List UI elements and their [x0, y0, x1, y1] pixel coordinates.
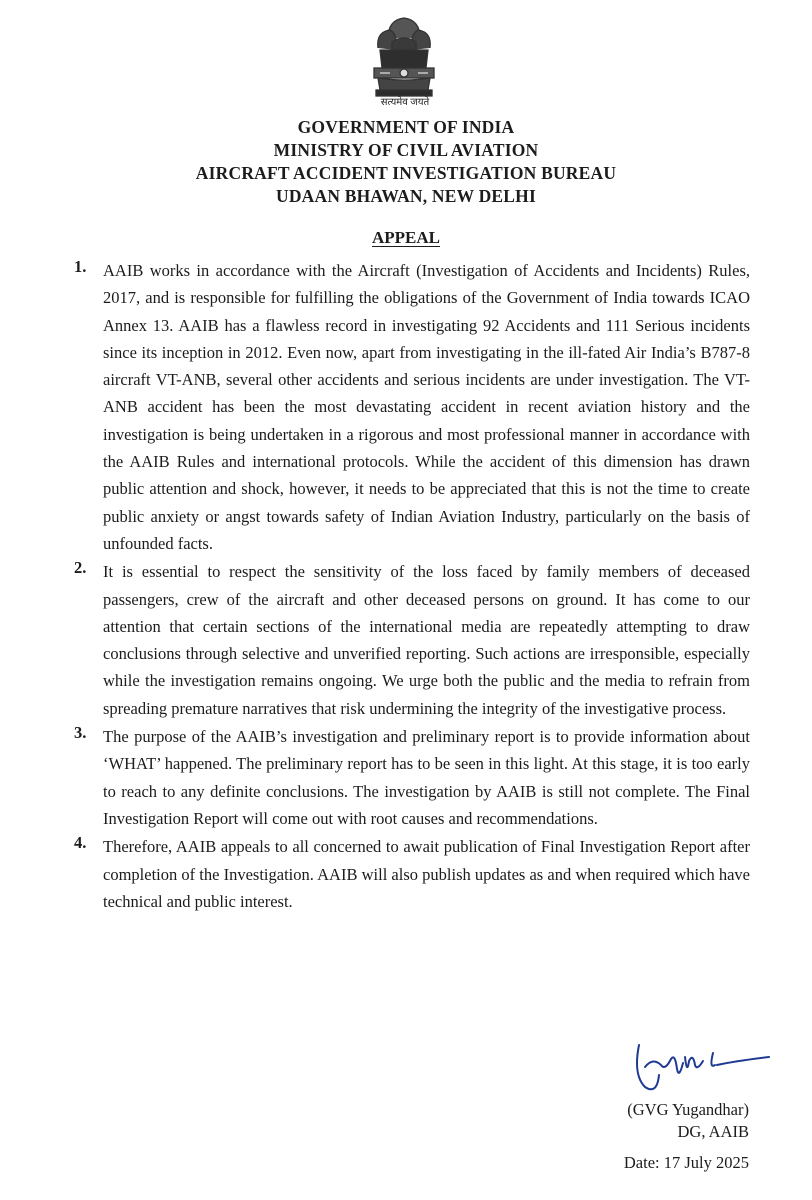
paragraph-number: 4.: [74, 833, 87, 853]
page-title: APPEAL: [372, 228, 440, 247]
paragraph-3: [74, 723, 750, 832]
paragraph-number: 2.: [74, 558, 87, 578]
paragraph-text: The purpose of the AAIB’s investigation and preliminary report is to provide information about ‘WHAT’ happened. The preliminary report has to be seen in this light. At this stage, it is too early to reach to any definite conclusions. The investigation by AAIB is still not complete. The Final Investigation Report will come out with root causes and recommendations.: [103, 727, 750, 828]
paragraph-text: It is essential to respect the sensitivity of the loss faced by family members of deceased passengers, crew of the aircraft and other deceased persons on ground. It has come to our attention that certain sections of the international media are repeatedly attempting to draw conclusions through selective and unverified reporting. Such actions are irresponsible, especially while the investigation remains ongoing. We urge both the public and the media to refrain from spreading premature narratives that risk undermining the integrity of the investigative process.: [103, 562, 750, 718]
paragraph-1: [74, 257, 750, 557]
header-bureau: AIRCRAFT ACCIDENT INVESTIGATION BUREAU: [195, 163, 617, 183]
paragraph-list: [74, 257, 750, 915]
paragraph-number: 1.: [74, 257, 87, 276]
paragraph-text: AAIB works in accordance with the Aircraft (Investigation of Accidents and Incidents) Rules, 2017, and is responsible for fulfilling the obligations of the Government of India towards ICAO Annex 13. AAIB has a flawless record in investigating 92 Accidents and 111 Serious incidents since its inception in 2012. Even now, apart from investigating in the ill-fated Air India’s B787-8 aircraft VT-ANB, several other accidents and serious incidents are under investigation. The VT-ANB accident has been the most devastating accident in recent aviation history and the investigation is being undertaken in a rigorous and most professional manner in accordance with the AAIB Rules and international protocols. While the accident of this dimension has drawn public attention and shock, however, it needs to be appreciated that this is not the time to create public anxiety or angst towards safety of Indian Aviation Industry, particularly on the basis of unfounded facts.: [103, 261, 750, 553]
document-header: [0, 116, 812, 208]
signoff-block: [627, 1099, 749, 1143]
handwritten-signature: [625, 1035, 775, 1105]
paragraph-text: Therefore, AAIB appeals to all concerned to await publication of Final Investigation Report after completion of the Investigation. AAIB will also publish updates as and when required which have technical and public interest.: [103, 837, 750, 911]
emblem-motto: सत्यमेव जयते: [380, 97, 430, 108]
document-date: Date: 17 July 2025: [623, 1153, 749, 1172]
header-ministry: MINISTRY OF CIVIL AVIATION: [273, 140, 539, 160]
paragraph-number: 3.: [74, 723, 87, 743]
signatory-designation: DG, AAIB: [677, 1122, 749, 1141]
paragraph-2: [74, 558, 750, 722]
signatory-name: (GVG Yugandhar): [627, 1100, 749, 1119]
paragraph-4: [74, 833, 750, 915]
header-address: UDAAN BHAWAN, NEW DELHI: [275, 186, 536, 206]
header-government: GOVERNMENT OF INDIA: [297, 117, 515, 137]
